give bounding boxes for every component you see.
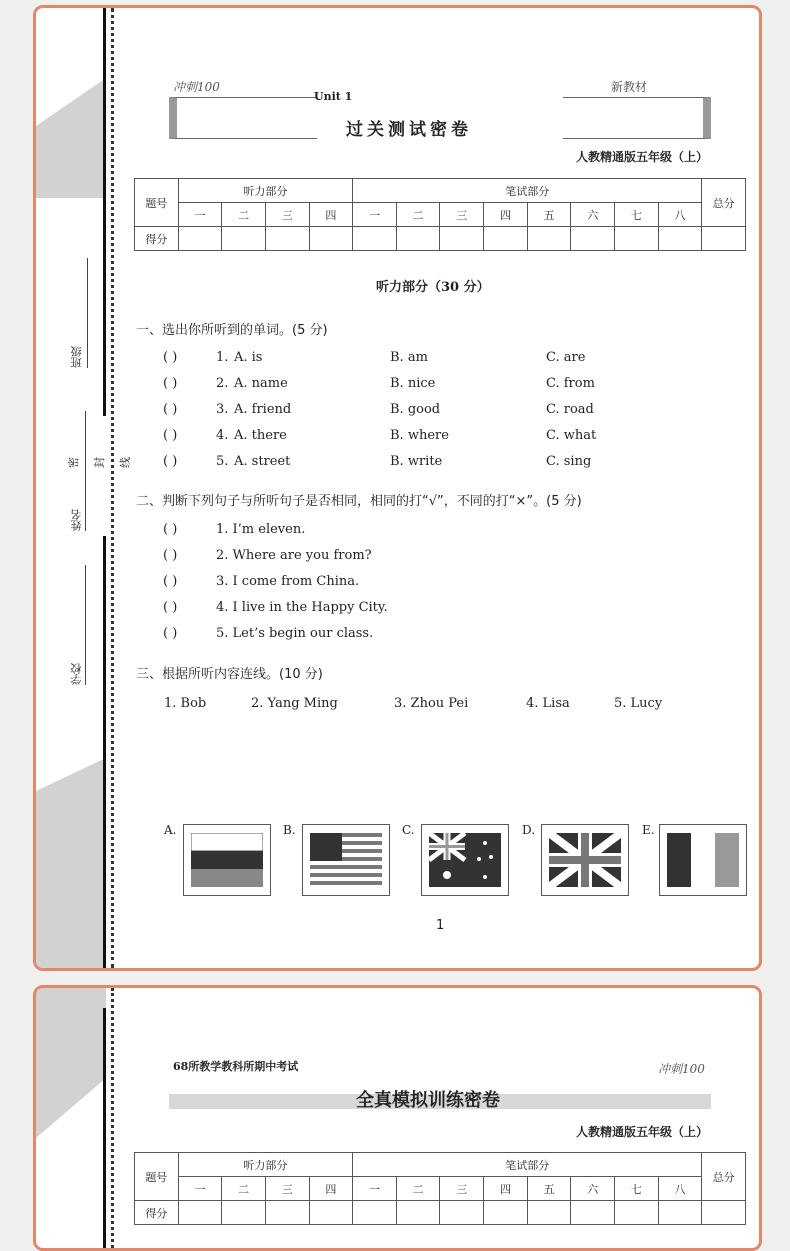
sentence-item: 1. I’m eleven.: [216, 522, 306, 537]
italy-flag-icon: [659, 824, 747, 896]
exam-subtitle: 人教精通版五年级（上）: [576, 150, 709, 164]
question-number: 1.: [216, 350, 229, 365]
uk-flag-icon: [541, 824, 629, 896]
score-cell[interactable]: [353, 227, 397, 251]
score-cell[interactable]: [222, 227, 266, 251]
binding-line: [103, 536, 106, 971]
exam-title: 过关测试密卷: [346, 120, 472, 140]
flag-label: B.: [283, 823, 296, 837]
score-cell[interactable]: [571, 227, 615, 251]
section-2-title: 二、判断下列句子与所听句子是否相同，相同的打“√”，不同的打“×”。(5 分): [136, 494, 582, 509]
score-cell[interactable]: [265, 227, 309, 251]
exam-subtitle: 人教精通版五年级（上）: [576, 1125, 709, 1139]
section-3-title: 三、根据所听内容连线。(10 分): [136, 667, 323, 682]
score-cell[interactable]: [309, 227, 353, 251]
score-cell[interactable]: [484, 1201, 528, 1225]
brand: 冲刺100: [658, 1062, 705, 1076]
question-number: 5.: [216, 454, 229, 469]
question-number: 3.: [216, 402, 229, 417]
answer-blank[interactable]: ( ): [163, 402, 178, 417]
option-a: A. name: [234, 376, 288, 391]
option-b: B. where: [390, 428, 449, 443]
option-a: A. there: [234, 428, 287, 443]
score-cell[interactable]: [178, 1201, 222, 1225]
answer-blank[interactable]: ( ): [163, 454, 178, 469]
score-table: 题号 听力部分 笔试部分 总分 一 二 三 四 一 二 三 四 五 六 七 八 得分: [134, 178, 746, 251]
exam-page-1: [33, 5, 762, 971]
option-b: B. write: [390, 454, 443, 469]
exam-source: 68所教学教科所期中考试: [173, 1060, 299, 1073]
score-cell[interactable]: [265, 1201, 309, 1225]
option-a: A. friend: [234, 402, 292, 417]
score-row-label: 得分: [135, 227, 179, 251]
option-c: C. what: [546, 428, 597, 443]
score-cell[interactable]: [178, 227, 222, 251]
name-label: 姓名: [70, 509, 83, 531]
option-a: A. is: [234, 350, 263, 365]
sentence-item: 5. Let’s begin our class.: [216, 626, 374, 641]
usa-flag-icon: [302, 824, 390, 896]
score-cell[interactable]: [658, 1201, 702, 1225]
score-cell[interactable]: [527, 227, 571, 251]
question-number: 4.: [216, 428, 229, 443]
option-c: C. road: [546, 402, 594, 417]
score-cell[interactable]: [484, 227, 528, 251]
exam-title: 全真模拟训练密卷: [356, 1090, 500, 1111]
title-frame-right: [563, 97, 711, 139]
question-number: 2.: [216, 376, 229, 391]
answer-blank[interactable]: ( ): [163, 376, 178, 391]
class-field[interactable]: [69, 258, 88, 368]
score-cell[interactable]: [527, 1201, 571, 1225]
name-item: 3. Zhou Pei: [394, 696, 469, 711]
page-number: 1: [436, 918, 445, 933]
name-field[interactable]: [69, 411, 86, 531]
flag-label: C.: [402, 823, 415, 837]
option-b: B. am: [390, 350, 428, 365]
score-cell[interactable]: [615, 1201, 659, 1225]
decor-band: [36, 78, 106, 198]
sentence-item: 4. I live in the Happy City.: [216, 600, 388, 615]
answer-blank[interactable]: ( ): [163, 428, 178, 443]
edition-tag: 新教材: [611, 80, 648, 94]
seal-text: 密 封 线: [67, 457, 132, 468]
russia-flag-icon: [183, 824, 271, 896]
name-item: 2. Yang Ming: [251, 696, 338, 711]
sentence-item: 3. I come from China.: [216, 574, 360, 589]
answer-blank[interactable]: ( ): [163, 548, 178, 563]
score-cell[interactable]: [353, 1201, 397, 1225]
australia-flag-icon: [421, 824, 509, 896]
score-cell[interactable]: [440, 227, 484, 251]
answer-blank[interactable]: ( ): [163, 522, 178, 537]
name-item: 5. Lucy: [614, 696, 663, 711]
cut-line: [111, 8, 114, 968]
binding-line: [103, 1008, 106, 1248]
option-a: A. street: [234, 454, 291, 469]
score-cell[interactable]: [615, 227, 659, 251]
school-label: 学校: [70, 663, 83, 685]
score-cell[interactable]: [702, 1201, 746, 1225]
flag-label: D.: [522, 823, 536, 837]
score-cell[interactable]: [396, 227, 440, 251]
score-cell[interactable]: [440, 1201, 484, 1225]
score-cell[interactable]: [702, 227, 746, 251]
score-cell[interactable]: [309, 1201, 353, 1225]
exam-page-2: [33, 985, 762, 1251]
score-cell[interactable]: [571, 1201, 615, 1225]
answer-blank[interactable]: ( ): [163, 574, 178, 589]
header-cell: 听力部分: [178, 179, 353, 203]
cut-line: [111, 988, 114, 1248]
score-cell[interactable]: [222, 1201, 266, 1225]
header-cell: 笔试部分: [353, 179, 702, 203]
name-item: 4. Lisa: [526, 696, 570, 711]
unit-label: Unit 1: [314, 90, 353, 103]
score-table: 题号 听力部分 笔试部分 总分 一 二 三 四 一 二 三 四 五 六 七 八 得分: [134, 1152, 746, 1225]
decor-band: [36, 988, 106, 1138]
option-b: B. good: [390, 402, 441, 417]
header-cell: 题号: [135, 179, 179, 227]
section-1-title: 一、选出你所听到的单词。(5 分): [136, 323, 328, 338]
brand: 冲刺100: [173, 80, 220, 94]
option-c: C. are: [546, 350, 586, 365]
option-b: B. nice: [390, 376, 436, 391]
option-c: C. from: [546, 376, 595, 391]
flag-label: A.: [164, 823, 177, 837]
score-cell[interactable]: [658, 227, 702, 251]
class-label: 班级: [70, 346, 83, 368]
decor-band: [36, 758, 106, 971]
title-frame-left: [169, 97, 317, 139]
answer-blank[interactable]: ( ): [163, 626, 178, 641]
school-field[interactable]: [69, 565, 86, 685]
score-cell[interactable]: [396, 1201, 440, 1225]
name-item: 1. Bob: [164, 696, 207, 711]
option-c: C. sing: [546, 454, 592, 469]
section-heading: 听力部分（30 分）: [376, 280, 490, 295]
flag-label: E.: [642, 823, 655, 837]
binding-line: [103, 8, 106, 416]
sentence-item: 2. Where are you from?: [216, 548, 372, 563]
answer-blank[interactable]: ( ): [163, 600, 178, 615]
answer-blank[interactable]: ( ): [163, 350, 178, 365]
header-cell: 总分: [702, 179, 746, 227]
